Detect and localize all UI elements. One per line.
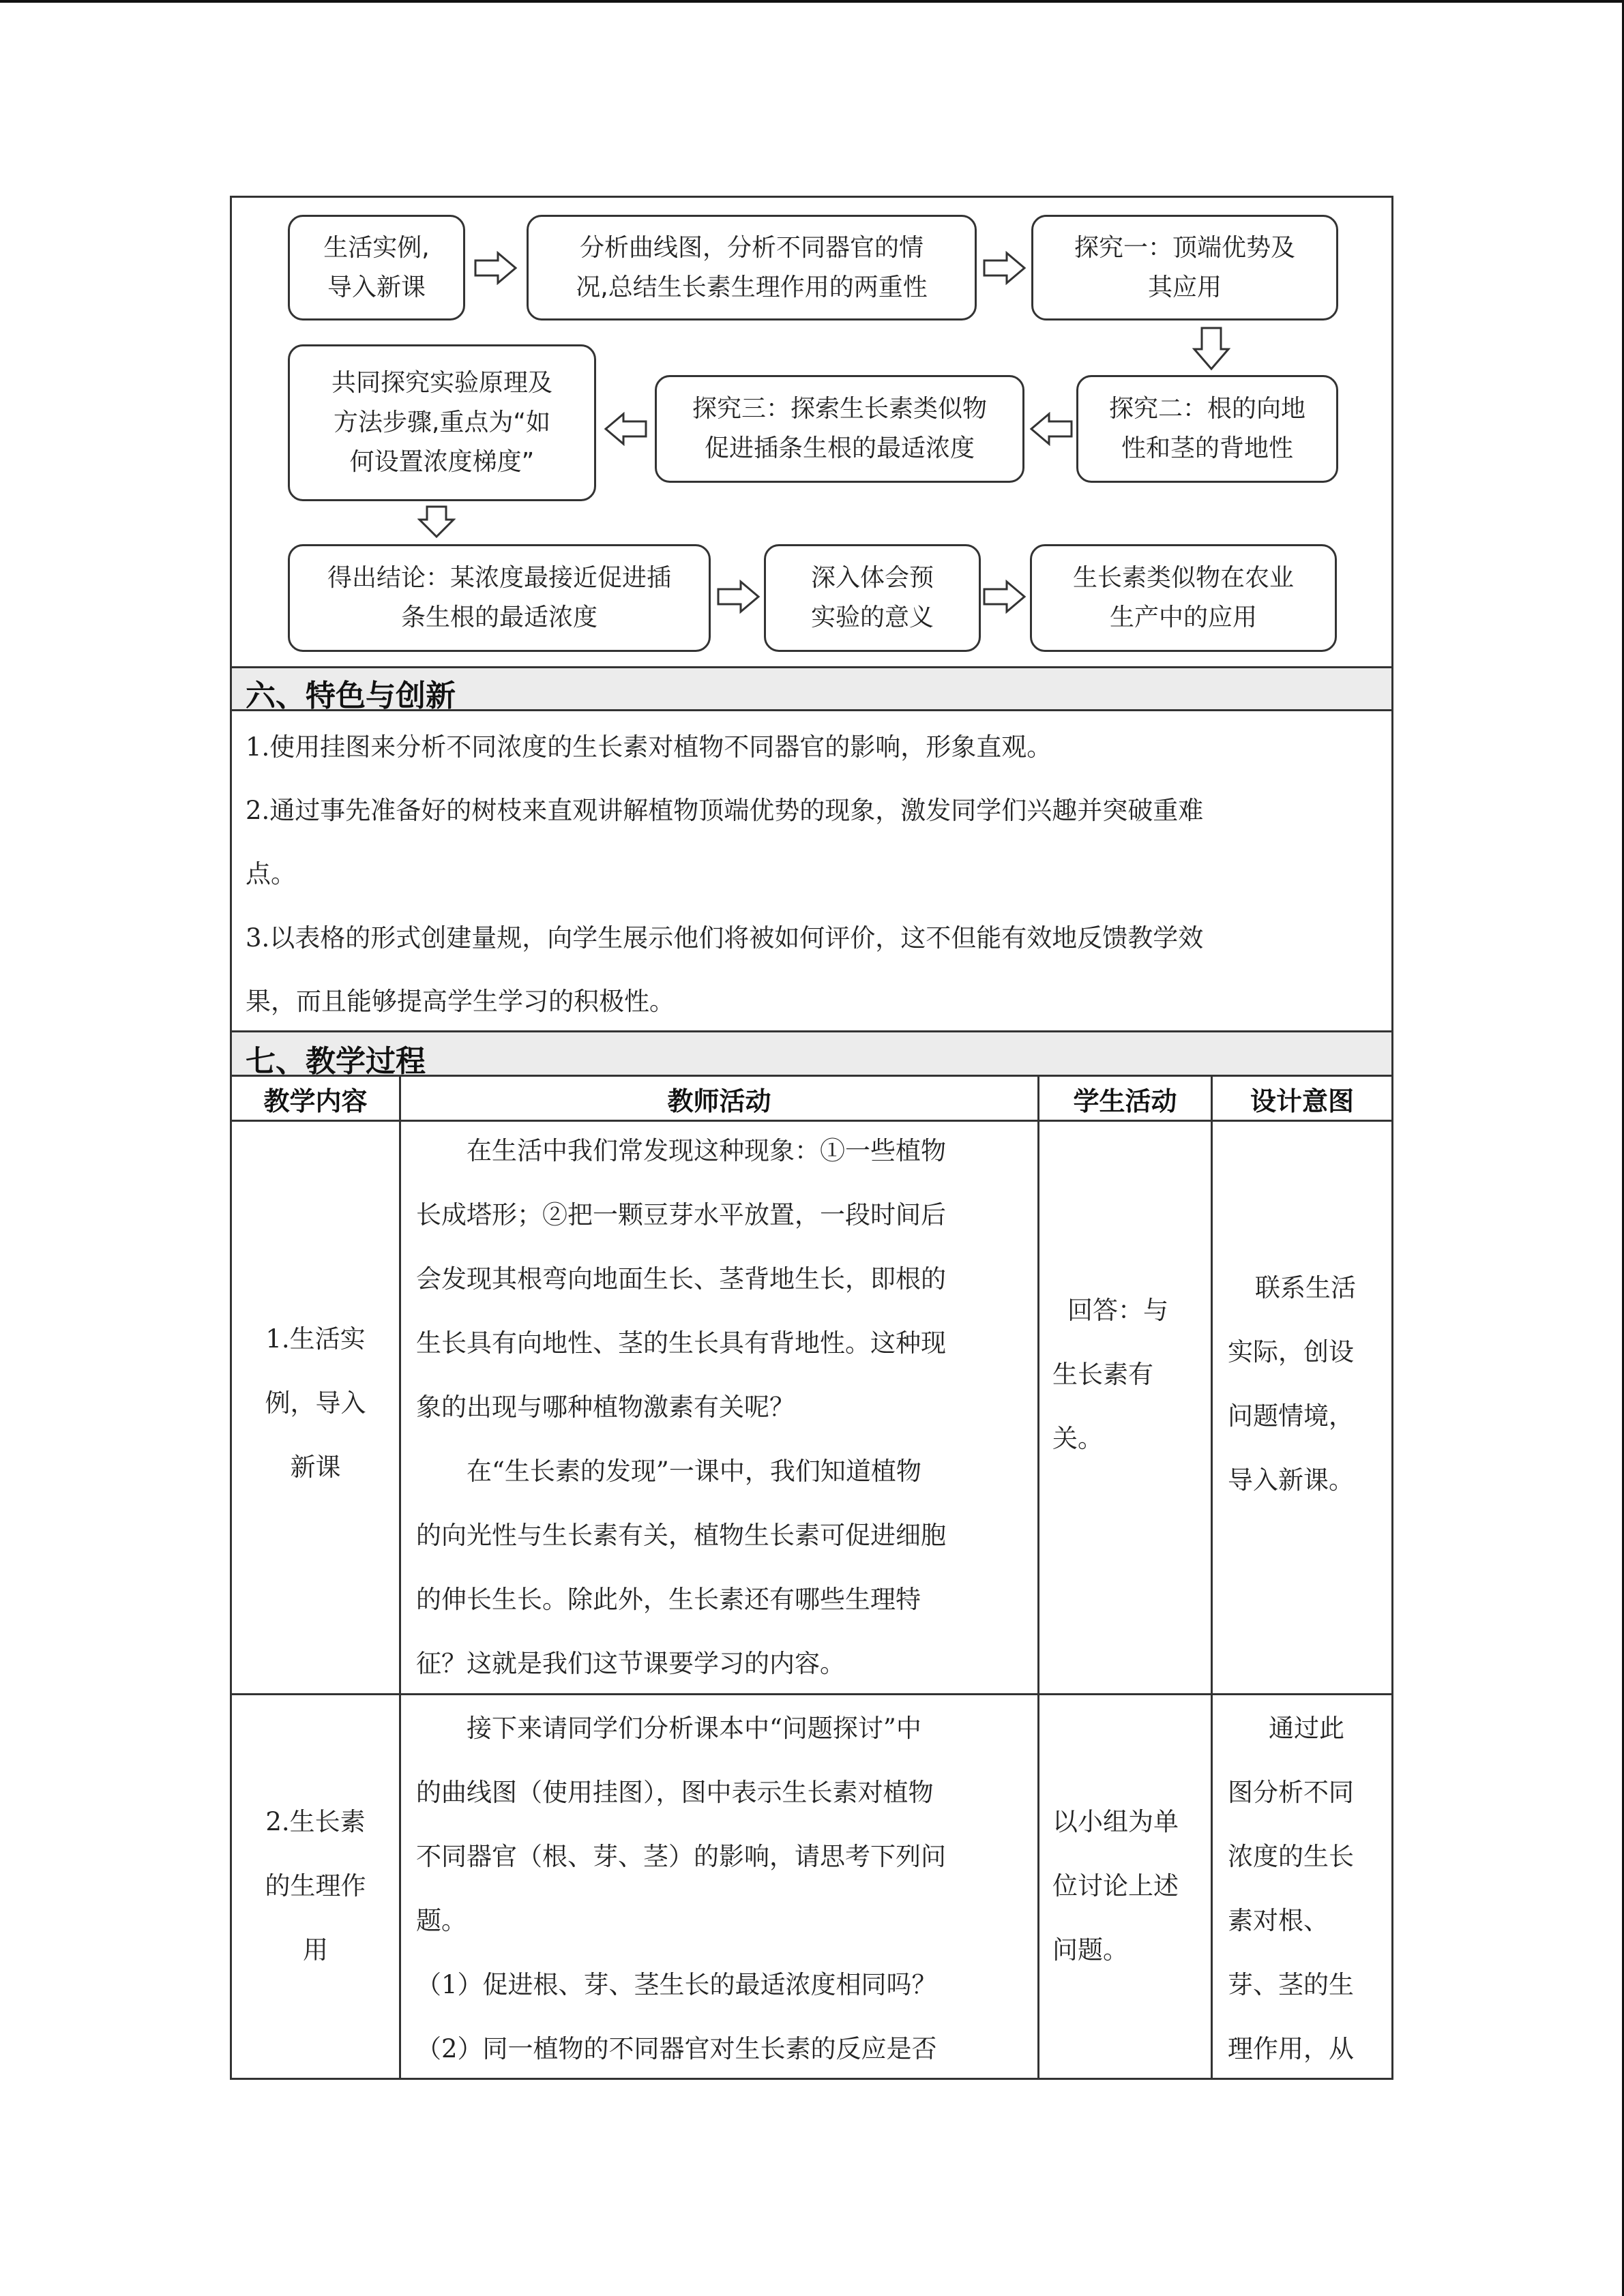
flow-node-joint-inquiry: 共同探究实验原理及 方法步骤,重点为“如 何设置浓度梯度” — [288, 344, 596, 501]
row1-intent: 联系生活 实际，创设 问题情境， 导入新课。 — [1228, 1273, 1356, 1495]
flow-node-conclusion: 得出结论：某浓度最接近促进插 条生根的最适浓度 — [288, 544, 711, 652]
arrow-left-icon — [603, 412, 648, 446]
arrow-left-icon — [1029, 412, 1074, 446]
flow-node-pre-experiment: 深入体会预 实验的意义 — [764, 544, 981, 652]
header-student: 学生活动 — [1073, 1086, 1177, 1116]
header-teacher: 教师活动 — [667, 1086, 771, 1116]
section6-line-5: 果，而且能够提高学生学习的积极性。 — [246, 987, 675, 1016]
flow-node-intro: 生活实例, 导入新课 — [288, 215, 465, 320]
arrow-right-icon — [982, 251, 1027, 285]
row1-student: 回答：与 生长素有 关。 — [1052, 1296, 1168, 1453]
row1-teacher: 在生活中我们常发现这种现象：①一些植物 长成塔形；②把一颗豆芽水平放置，一段时间后 会发现其根弯向地面生长、茎背地生长，即根的 生长具有向地性、茎的生长具有背地性。这种现 象的出现与哪种植物激素有关呢？ 在“生长素的发现”一课中，我们知道植物 的向光性与生长素有关，植物生长素可促进细胞 的伸长生长。除此外，生长素还有哪些生理特 征？这就是我们这节课要学习的内容。 — [416, 1136, 946, 1678]
arrow-down-icon — [1192, 326, 1230, 371]
arrow-right-icon — [982, 580, 1027, 614]
arrow-down-icon — [417, 505, 456, 539]
flow-node-inquiry-three: 探究三：探索生长素类似物 促进插条生根的最适浓度 — [655, 375, 1024, 483]
col-divider — [1037, 1075, 1039, 2080]
flow-node-curve-analysis: 分析曲线图，分析不同器官的情 况,总结生长素生理作用的两重性 — [527, 215, 977, 320]
section6-title: 六、特色与创新 — [246, 679, 456, 713]
header-intent: 设计意图 — [1250, 1086, 1354, 1116]
section6-line-2: 2.通过事先准备好的树枝来直观讲解植物顶端优势的现象，激发同学们兴趣并突破重难 — [246, 796, 1204, 825]
row2-content: 2.生长素 的生理作 用 — [265, 1807, 366, 1965]
row1-content: 1.生活实 例，导入 新课 — [265, 1324, 366, 1482]
flow-node-inquiry-two: 探究二：根的向地 性和茎的背地性 — [1076, 375, 1338, 483]
section6-band — [232, 668, 1391, 713]
header-content: 教学内容 — [263, 1086, 368, 1116]
arrow-right-icon — [716, 580, 761, 614]
section6-line-4: 3.以表格的形式创建量规，向学生展示他们将被如何评价，这不但能有效地反馈教学效 — [246, 923, 1204, 953]
section7-band — [232, 1032, 1391, 1079]
page-top-edge — [0, 0, 1624, 3]
flow-node-inquiry-one: 探究一：顶端优势及 其应用 — [1031, 215, 1338, 320]
col-divider — [399, 1075, 401, 2080]
row2-student: 以小组为单 位讨论上述 问题。 — [1052, 1807, 1179, 1965]
flow-node-agriculture: 生长素类似物在农业 生产中的应用 — [1030, 544, 1337, 652]
section6-line-3: 点。 — [246, 859, 296, 889]
row2-intent: 通过此 图分析不同 浓度的生长 素对根、 芽、茎的生 理作用，从 — [1228, 1714, 1354, 2063]
row2-teacher: 接下来请同学们分析课本中“问题探讨”中 的曲线图（使用挂图），图中表示生长素对植物 不同器官（根、芽、茎）的影响，请思考下列问 题。 （1）促进根、芽、茎生长的最适浓度相同吗？ （2）同一植物的不同器官对生长素的反应是否 — [416, 1714, 946, 2063]
arrow-right-icon — [473, 251, 518, 285]
section6-line-1: 1.使用挂图来分析不同浓度的生长素对植物不同器官的影响，形象直观。 — [246, 732, 1052, 762]
col-divider — [1211, 1075, 1213, 2080]
section7-title: 七、教学过程 — [246, 1044, 426, 1079]
